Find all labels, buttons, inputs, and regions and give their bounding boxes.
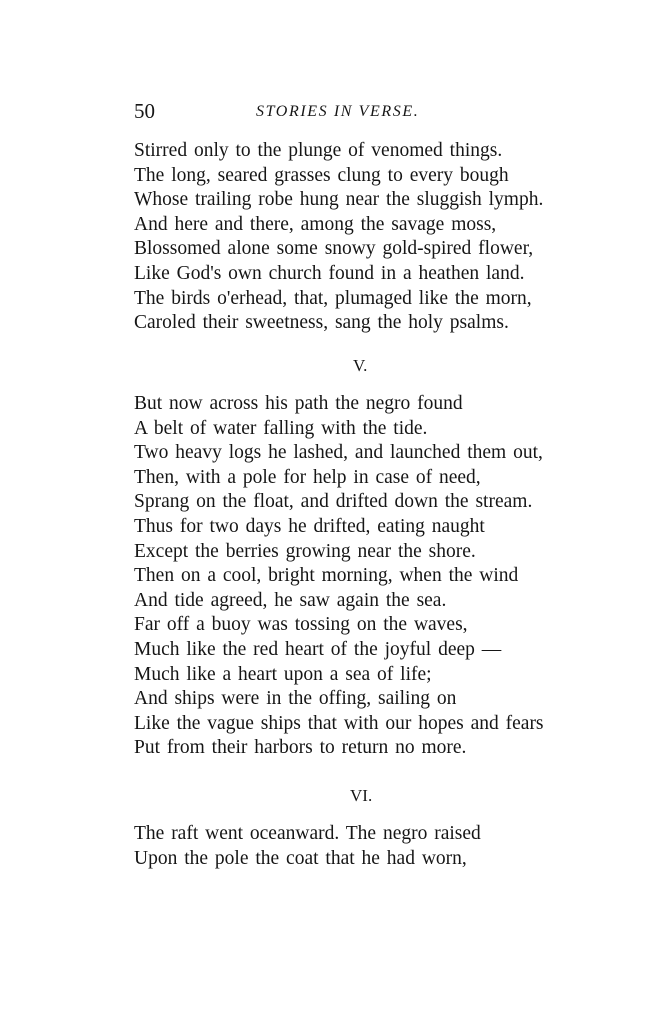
verse-line: Put from their harbors to return no more. [134, 737, 467, 759]
section-numeral-v: V. [353, 356, 368, 375]
section-v-verse [134, 392, 604, 761]
verse-line: The long, seared grasses clung to every bough [134, 164, 509, 186]
running-head [134, 97, 586, 125]
verse-line: But now across his path the negro found [134, 393, 463, 414]
verse-line: And here and there, among the savage moss, [134, 213, 497, 235]
book-title: STORIES IN VERSE. [256, 103, 420, 120]
verse-line: Like the vague ships that with our hopes and fears [134, 712, 544, 734]
verse-line: The raft went oceanward. The negro raised [134, 823, 481, 844]
verse-line: Then on a cool, bright morning, when the wind [134, 565, 519, 587]
page-number: 50 [134, 99, 155, 123]
verse-line: And tide agreed, he saw again the sea. [134, 589, 447, 611]
verse-line: Blossomed alone some snowy gold-spired flower, [134, 238, 534, 260]
verse-line: A belt of water falling with the tide. [134, 417, 428, 439]
verse-line: Stirred only to the plunge of venomed things. [134, 140, 503, 161]
verse-line: Caroled their sweetness, sang the holy psalms. [134, 312, 509, 334]
stanza-continued [134, 139, 604, 336]
verse-line: Like God's own church found in a heathen land. [134, 262, 525, 284]
section-numeral-vi: VI. [350, 786, 373, 805]
verse-line: Upon the pole the coat that he had worn, [134, 847, 467, 869]
section-vi-verse [134, 822, 604, 871]
verse-line: Far off a buoy was tossing on the waves, [134, 614, 468, 636]
verse-line: Then, with a pole for help in case of need, [134, 466, 481, 488]
verse-line: Except the berries growing near the shore. [134, 540, 476, 562]
verse-line: The birds o'erhead, that, plumaged like the morn, [134, 287, 532, 309]
verse-line: Thus for two days he drifted, eating naught [134, 515, 485, 537]
verse-line: Much like the red heart of the joyful deep — [134, 638, 502, 660]
verse-line: Sprang on the float, and drifted down the stream. [134, 491, 533, 513]
verse-line: And ships were in the offing, sailing on [134, 688, 457, 710]
verse-line: Two heavy logs he lashed, and launched them out, [134, 442, 543, 464]
verse-line: Whose trailing robe hung near the sluggish lymph. [134, 189, 544, 211]
verse-line: Much like a heart upon a sea of life; [134, 663, 432, 685]
